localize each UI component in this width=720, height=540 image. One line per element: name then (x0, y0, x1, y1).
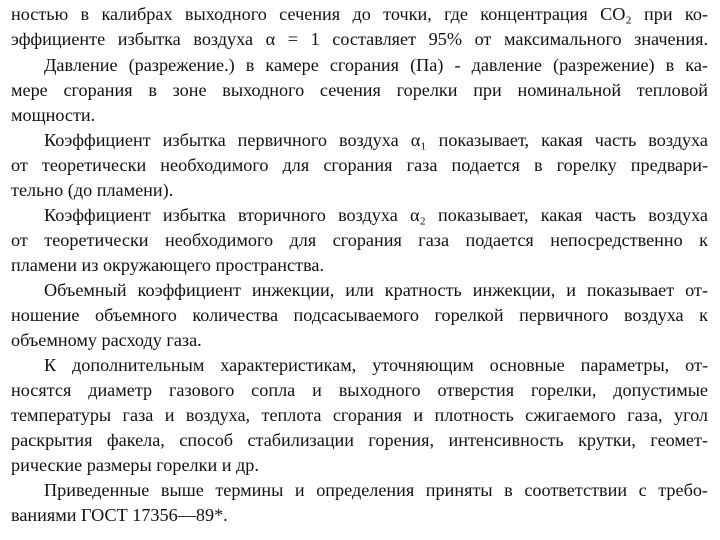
paragraph-last-line: ваниями ГОСТ 17356—89*. (11, 505, 228, 525)
text-line: раскрытия факела, способ стабилизации горения, интенсивность крутки, геомет- (11, 430, 708, 450)
text-line: температуры газа и воздуха, теплота сгорания и плотность сжигаемого газа, угол (11, 405, 708, 425)
paragraph-first-line: Коэффициент избытка первичного воздуха α₁ показывает, какая часть воздуха (44, 130, 708, 150)
text-line: эффициенте избытка воздуха α = 1 составляет 95% от максимального значения. (11, 29, 708, 49)
paragraph-last-line: объемному расходу газа. (11, 330, 202, 350)
paragraph-first-line: Приведенные выше термины и определения приняты в соответствии с требо- (44, 480, 708, 500)
paragraph-first-line: Объемный коэффициент инжекции, или кратность инжекции, и показывает от- (44, 280, 708, 300)
text-line: ношение объемного количества подсасываемого горелкой первичного воздуха к (11, 305, 708, 325)
paragraph-first-line: Коэффициент избытка вторичного воздуха α₂ показывает, какая часть воздуха (44, 205, 708, 225)
text-line: носятся диаметр газового сопла и выходного отверстия горелки, допустимые (11, 380, 708, 400)
paragraph-last-line: мощности. (11, 105, 96, 125)
text-line: ностью в калибрах выходного сечения до точки, где концентрация СО₂ при ко- (11, 4, 708, 24)
text-line: мере сгорания в зоне выходного сечения горелки при номинальной тепловой (11, 80, 708, 100)
paragraph-first-line: Давление (разрежение.) в камере сгорания (Па) - давление (разрежение) в ка- (44, 55, 708, 75)
paragraph-first-line: К дополнительным характеристикам, уточняющим основные параметры, от- (44, 355, 708, 375)
paragraph-last-line: тельно (до пламени). (11, 180, 174, 200)
paragraph-last-line: рические размеры горелки и др. (11, 455, 259, 475)
text-line: от теоретически необходимого для сгорания газа подается непосредственно к (11, 230, 708, 250)
text-line: от теоретически необходимого для сгорания газа подается в горелку предвари- (11, 155, 708, 175)
paragraph-last-line: пламени из окружающего пространства. (11, 255, 325, 275)
